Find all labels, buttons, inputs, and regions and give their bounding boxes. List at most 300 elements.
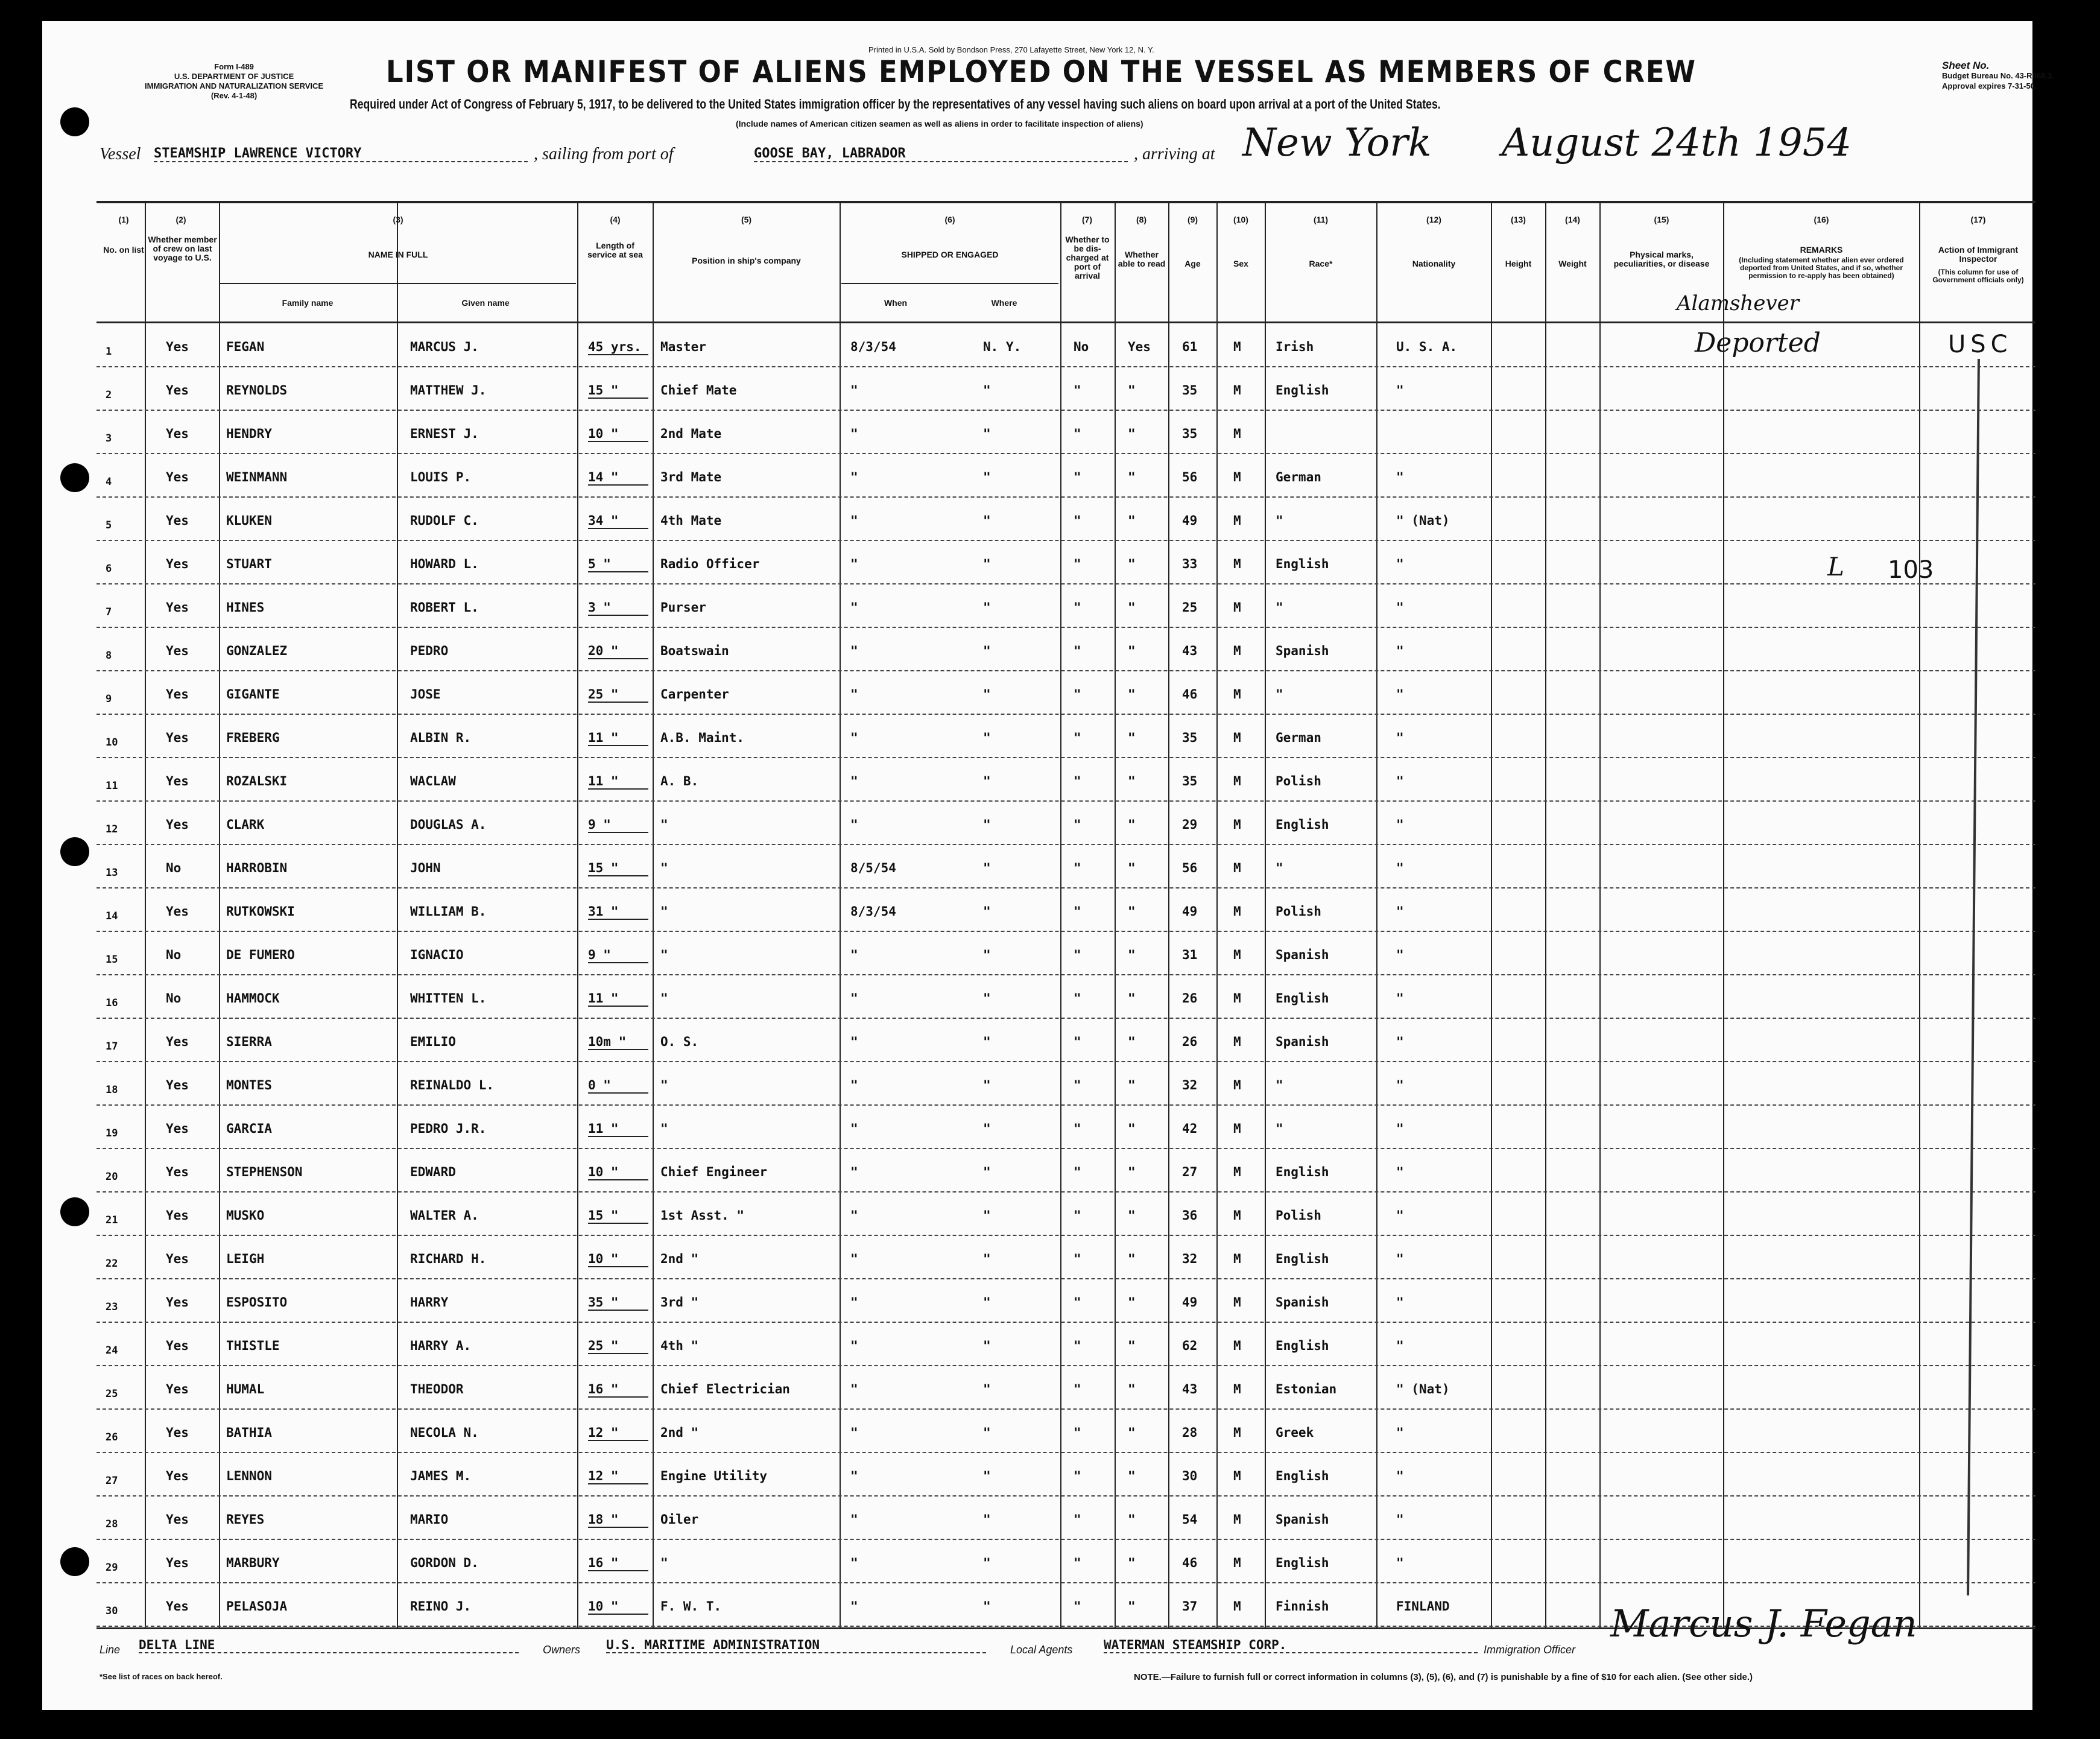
position-cell: 3rd "	[660, 1295, 699, 1310]
row-number-cell: 17	[106, 1041, 118, 1053]
shipped-where-cell: "	[983, 1252, 991, 1266]
shipped-where-cell: "	[983, 1121, 991, 1136]
discharged-cell: "	[1074, 513, 1081, 528]
row-number-cell: 15	[106, 954, 118, 966]
given-name-cell: HARRY A.	[410, 1338, 472, 1353]
age-cell: 35	[1182, 426, 1198, 441]
position-cell: F. W. T.	[660, 1599, 722, 1614]
family-name-cell: HAMMOCK	[226, 991, 280, 1006]
position-cell: "	[660, 948, 668, 962]
shipped-when-cell: "	[850, 1252, 858, 1266]
shipped-when-cell: "	[850, 1121, 858, 1136]
age-cell: 36	[1182, 1208, 1198, 1223]
service-length-cell: 20 "	[588, 644, 648, 659]
last-voyage-cell: Yes	[166, 1512, 189, 1527]
given-name-cell: MARIO	[410, 1512, 449, 1527]
sex-cell: M	[1233, 1252, 1241, 1266]
row-rule	[96, 1061, 2035, 1062]
able-to-read-cell: "	[1128, 383, 1136, 398]
form-info	[145, 62, 323, 101]
remarks-deported: Deported	[1695, 328, 1821, 358]
family-name-cell: STEPHENSON	[226, 1165, 303, 1179]
age-cell: 56	[1182, 861, 1198, 875]
able-to-read-cell: "	[1128, 1208, 1136, 1223]
row-number-cell: 7	[106, 606, 112, 618]
row-rule	[96, 540, 2035, 541]
row-number-cell: 30	[106, 1605, 118, 1617]
shipped-where-cell: "	[983, 1295, 991, 1310]
column-divider	[653, 202, 654, 1629]
row-rule	[96, 714, 2035, 715]
shipped-when-cell: "	[850, 774, 858, 788]
row-rule	[96, 1278, 2035, 1279]
position-cell: Carpenter	[660, 687, 729, 702]
position-cell: Purser	[660, 600, 706, 615]
port-of-departure: GOOSE BAY, LABRADOR	[754, 146, 1128, 162]
able-to-read-cell: "	[1128, 1165, 1136, 1179]
fine-note: NOTE.—Failure to furnish full or correct information in columns (3), (5), (6), and (7) is punishable by a fine of $10 for each alien. (See other side.)	[1134, 1672, 1753, 1682]
row-rule	[96, 1104, 2035, 1106]
age-cell: 49	[1182, 513, 1198, 528]
family-name-cell: MARBURY	[226, 1556, 280, 1570]
column-divider	[1376, 202, 1377, 1629]
shipped-where-cell: "	[983, 948, 991, 962]
sex-cell: M	[1233, 1469, 1241, 1483]
last-voyage-cell: Yes	[166, 1208, 189, 1223]
age-cell: 28	[1182, 1425, 1198, 1440]
sex-cell: M	[1233, 1338, 1241, 1353]
family-name-cell: GARCIA	[226, 1121, 272, 1136]
position-cell: "	[660, 904, 668, 919]
sex-cell: M	[1233, 687, 1241, 702]
discharged-cell: "	[1074, 383, 1081, 398]
col4-number: (4)	[610, 215, 621, 224]
shipped-where-cell: "	[983, 557, 991, 571]
row-rule	[96, 1365, 2035, 1366]
nationality-cell: "	[1396, 644, 1404, 658]
last-voyage-cell: No	[166, 948, 182, 962]
position-cell: "	[660, 1078, 668, 1092]
row-rule	[96, 1235, 2035, 1236]
name-subheader-line	[220, 283, 576, 284]
column-divider	[397, 202, 398, 1629]
nationality-cell: "	[1396, 1469, 1404, 1483]
col17-subheader: (This column for use of Government officials only)	[1932, 268, 2024, 284]
shipped-where-cell: "	[983, 470, 991, 484]
given-name-cell: RICHARD H.	[410, 1252, 487, 1266]
row-rule	[96, 974, 2035, 975]
age-cell: 49	[1182, 1295, 1198, 1310]
sex-cell: M	[1233, 1425, 1241, 1440]
discharged-cell: "	[1074, 1295, 1081, 1310]
family-name-cell: FEGAN	[226, 340, 265, 354]
shipped-where-cell: "	[983, 426, 991, 441]
discharged-cell: "	[1074, 1165, 1081, 1179]
shipped-where-cell: "	[983, 644, 991, 658]
given-name-cell: EMILIO	[410, 1034, 456, 1049]
able-to-read-cell: "	[1128, 1556, 1136, 1570]
col7-header: Whether to be dis-charged at port of arrival	[1065, 235, 1110, 280]
position-cell: "	[660, 1121, 668, 1136]
shipped-when-cell: "	[850, 470, 858, 484]
col12-number: (12)	[1426, 215, 1441, 224]
shipped-when-cell: "	[850, 1382, 858, 1396]
nationality-cell: "	[1396, 948, 1404, 962]
column-divider	[1060, 202, 1061, 1629]
age-cell: 29	[1182, 817, 1198, 832]
family-name-cell: BATHIA	[226, 1425, 272, 1440]
row-number-cell: 10	[106, 736, 118, 749]
race-cell: "	[1276, 1121, 1283, 1136]
shipped-when-cell: "	[850, 991, 858, 1006]
sex-cell: M	[1233, 1034, 1241, 1049]
action-vertical-stroke	[1967, 359, 1980, 1595]
last-voyage-cell: Yes	[166, 470, 189, 484]
service-length-cell: 25 "	[588, 1338, 648, 1354]
position-cell: A. B.	[660, 774, 699, 788]
shipped-when-cell: "	[850, 1599, 858, 1614]
able-to-read-cell: "	[1128, 774, 1136, 788]
service-length-cell: 45 yrs.	[588, 340, 648, 355]
service-length-cell: 0 "	[588, 1078, 648, 1094]
discharged-cell: "	[1074, 1338, 1081, 1353]
position-cell: Boatswain	[660, 644, 729, 658]
given-name-cell: REINO J.	[410, 1599, 472, 1614]
shipped-where-cell: "	[983, 817, 991, 832]
discharged-cell: "	[1074, 1512, 1081, 1527]
col8-number: (8)	[1136, 215, 1147, 224]
column-divider	[145, 202, 146, 1629]
able-to-read-cell: "	[1128, 1512, 1136, 1527]
vessel-label: Vessel	[100, 145, 141, 163]
given-name-cell: GORDON D.	[410, 1556, 479, 1570]
nationality-cell: "	[1396, 1034, 1404, 1049]
row-number-cell: 23	[106, 1301, 118, 1313]
age-cell: 54	[1182, 1512, 1198, 1527]
given-name-cell: WILLIAM B.	[410, 904, 487, 919]
last-voyage-cell: Yes	[166, 1165, 189, 1179]
vessel-name: STEAMSHIP LAWRENCE VICTORY	[154, 146, 528, 162]
binder-hole	[60, 1547, 89, 1576]
last-voyage-cell: Yes	[166, 644, 189, 658]
given-name-cell: JOHN	[410, 861, 441, 875]
shipped-when-cell: 8/5/54	[850, 861, 896, 875]
col11-number: (11)	[1313, 215, 1329, 224]
shipped-when-cell: "	[850, 426, 858, 441]
arriving-label: , arriving at	[1134, 145, 1215, 163]
age-cell: 26	[1182, 1034, 1198, 1049]
family-name-cell: GIGANTE	[226, 687, 280, 702]
col10-header: Sex	[1233, 259, 1248, 268]
last-voyage-cell: Yes	[166, 1425, 189, 1440]
race-cell: Polish	[1276, 774, 1321, 788]
manifest-sheet	[42, 21, 2054, 1710]
service-length-cell: 10m "	[588, 1034, 648, 1050]
col17-number: (17)	[1970, 215, 1986, 224]
given-name-cell: NECOLA N.	[410, 1425, 479, 1440]
col13-header: Height	[1505, 259, 1532, 268]
service-length-cell: 12 "	[588, 1425, 648, 1441]
age-cell: 49	[1182, 904, 1198, 919]
row-number-cell: 27	[106, 1475, 118, 1487]
shipped-where-cell: "	[983, 1165, 991, 1179]
col3-number: (3)	[393, 215, 403, 224]
shipped-where-cell: "	[983, 1425, 991, 1440]
family-name-cell: MUSKO	[226, 1208, 265, 1223]
nationality-cell: "	[1396, 730, 1404, 745]
given-name-cell: HARRY	[410, 1295, 449, 1310]
row-rule	[96, 1322, 2035, 1323]
service-length-cell: 5 "	[588, 557, 648, 572]
sex-cell: M	[1233, 340, 1241, 354]
position-cell: 2nd Mate	[660, 426, 722, 441]
last-voyage-cell: Yes	[166, 774, 189, 788]
sex-cell: M	[1233, 644, 1241, 658]
col12-header: Nationality	[1412, 259, 1456, 268]
shipped-when-cell: "	[850, 1165, 858, 1179]
sex-cell: M	[1233, 1382, 1241, 1396]
service-length-cell: 11 "	[588, 730, 648, 746]
officer-signature: Marcus J. Fegan	[1610, 1601, 1917, 1646]
service-length-cell: 15 "	[588, 861, 648, 876]
include-note: (Include names of American citizen seamen as well as aliens in order to facilitate inspection of aliens)	[736, 119, 1143, 128]
able-to-read-cell: "	[1128, 991, 1136, 1006]
service-length-cell: 35 "	[588, 1295, 648, 1311]
last-voyage-cell: No	[166, 991, 182, 1006]
race-cell: English	[1276, 1556, 1329, 1570]
discharged-cell: "	[1074, 426, 1081, 441]
age-cell: 25	[1182, 600, 1198, 615]
discharged-cell: "	[1074, 687, 1081, 702]
column-divider	[1723, 202, 1724, 1629]
age-cell: 46	[1182, 1556, 1198, 1570]
sailing-label: , sailing from port of	[534, 145, 674, 163]
race-cell: English	[1276, 1252, 1329, 1266]
row-rule	[96, 670, 2035, 671]
race-cell: "	[1276, 513, 1283, 528]
discharged-cell: "	[1074, 470, 1081, 484]
service-length-cell: 12 "	[588, 1469, 648, 1484]
last-voyage-cell: Yes	[166, 1599, 189, 1614]
position-cell: 1st Asst. "	[660, 1208, 745, 1223]
age-cell: 32	[1182, 1252, 1198, 1266]
col5-header: Position in ship's company	[692, 256, 801, 265]
family-name-cell: THISTLE	[226, 1338, 280, 1353]
given-name-cell: JOSE	[410, 687, 441, 702]
service-length-cell: 25 "	[588, 687, 648, 703]
discharged-cell: "	[1074, 1034, 1081, 1049]
race-cell: Spanish	[1276, 948, 1329, 962]
binder-hole	[60, 463, 89, 492]
nationality-cell: "	[1396, 1556, 1404, 1570]
nationality-cell: "	[1396, 1208, 1404, 1223]
family-name-cell: GONZALEZ	[226, 644, 288, 658]
arrival-port: New York	[1242, 121, 1432, 165]
sex-cell: M	[1233, 470, 1241, 484]
able-to-read-cell: "	[1128, 1252, 1136, 1266]
table-top-border	[96, 201, 2035, 203]
shipped-when-cell: "	[850, 644, 858, 658]
family-name-cell: FREBERG	[226, 730, 280, 745]
race-cell: Spanish	[1276, 1034, 1329, 1049]
age-cell: 62	[1182, 1338, 1198, 1353]
position-cell: 4th Mate	[660, 513, 722, 528]
sex-cell: M	[1233, 991, 1241, 1006]
column-divider	[1265, 202, 1266, 1629]
nationality-cell: "	[1396, 383, 1404, 398]
row-rule	[96, 1539, 2035, 1540]
line-name: DELTA LINE	[139, 1638, 519, 1653]
shipped-where-cell: "	[983, 1599, 991, 1614]
column-divider	[1216, 202, 1218, 1629]
col9-header: Age	[1184, 259, 1201, 268]
agents-label: Local Agents	[1010, 1644, 1073, 1656]
shipped-where-cell: "	[983, 904, 991, 919]
row-rule	[96, 757, 2035, 758]
sheet-info	[1942, 60, 2054, 91]
race-cell: English	[1276, 383, 1329, 398]
shipped-when-cell: "	[850, 1078, 858, 1092]
position-cell: Engine Utility	[660, 1469, 768, 1483]
discharged-cell: "	[1074, 1469, 1081, 1483]
given-name-cell: DOUGLAS A.	[410, 817, 487, 832]
last-voyage-cell: Yes	[166, 513, 189, 528]
family-name-cell: HENDRY	[226, 426, 272, 441]
nationality-cell: "	[1396, 904, 1404, 919]
row-rule	[96, 1452, 2035, 1453]
row-number-cell: 25	[106, 1388, 118, 1400]
shipped-when-cell: 8/3/54	[850, 340, 896, 354]
given-name-cell: EDWARD	[410, 1165, 456, 1179]
shipped-when-cell: "	[850, 1208, 858, 1223]
requirement-text: Required under Act of Congress of February 5, 1917, to be delivered to the United States immigration officer by the representatives of any vessel having such aliens on board upon arrival at a port of the United States.	[350, 97, 1441, 112]
able-to-read-cell: "	[1128, 426, 1136, 441]
nationality-cell: "	[1396, 1425, 1404, 1440]
row-rule	[96, 931, 2035, 932]
discharged-cell: "	[1074, 557, 1081, 571]
agents-name: WATERMAN STEAMSHIP CORP.	[1104, 1638, 1478, 1653]
age-cell: 56	[1182, 470, 1198, 484]
able-to-read-cell: "	[1128, 730, 1136, 745]
shipped-when-cell: "	[850, 1469, 858, 1483]
service-length-cell: 11 "	[588, 1121, 648, 1137]
race-cell: English	[1276, 991, 1329, 1006]
col2-number: (2)	[176, 215, 186, 224]
given-name-cell: WALTER A.	[410, 1208, 479, 1223]
arrival-date: August 24th 1954	[1502, 121, 1852, 165]
row-rule	[96, 1148, 2035, 1149]
race-cell: "	[1276, 1078, 1283, 1092]
col10-number: (10)	[1233, 215, 1248, 224]
row-number-cell: 13	[106, 867, 118, 879]
discharged-cell: "	[1074, 1208, 1081, 1223]
row-number-cell: 1	[106, 346, 112, 358]
shipped-when-cell: 8/3/54	[850, 904, 896, 919]
nationality-cell: "	[1396, 1338, 1404, 1353]
able-to-read-cell: "	[1128, 1034, 1136, 1049]
row-number-cell: 3	[106, 432, 112, 445]
given-name-cell: JAMES M.	[410, 1469, 472, 1483]
age-cell: 27	[1182, 1165, 1198, 1179]
sex-cell: M	[1233, 904, 1241, 919]
service-length-cell: 10 "	[588, 1599, 648, 1615]
position-cell: 3rd Mate	[660, 470, 722, 484]
shipped-where-cell: "	[983, 730, 991, 745]
nationality-cell: "	[1396, 687, 1404, 702]
row-number-cell: 21	[106, 1214, 118, 1226]
row-number-cell: 2	[106, 389, 112, 401]
shipped-where-cell: "	[983, 687, 991, 702]
shipped-where-cell: "	[983, 1078, 991, 1092]
sex-cell: M	[1233, 1078, 1241, 1092]
row-number-cell: 22	[106, 1258, 118, 1270]
given-name-cell: MARCUS J.	[410, 340, 479, 354]
col2-header: Whether member of crew on last voyage to U.S.	[148, 235, 217, 262]
family-name-cell: REYES	[226, 1512, 265, 1527]
header-bottom-border	[96, 322, 2035, 323]
col1-number: (1)	[118, 215, 129, 224]
remarks-heading-handwriting: Alamshever	[1677, 291, 1799, 315]
able-to-read-cell: "	[1128, 1469, 1136, 1483]
shipped-when-cell: "	[850, 1556, 858, 1570]
service-length-cell: 11 "	[588, 774, 648, 790]
sex-cell: M	[1233, 817, 1241, 832]
discharged-cell: "	[1074, 861, 1081, 875]
discharged-cell: "	[1074, 644, 1081, 658]
owners-name: U.S. MARITIME ADMINISTRATION	[606, 1638, 986, 1653]
column-divider	[219, 202, 220, 1629]
discharged-cell: "	[1074, 1425, 1081, 1440]
shipped-when-cell: "	[850, 730, 858, 745]
able-to-read-cell: "	[1128, 817, 1136, 832]
owners-label: Owners	[543, 1644, 581, 1656]
family-name-cell: MONTES	[226, 1078, 272, 1092]
given-name-cell: ERNEST J.	[410, 426, 479, 441]
discharged-cell: "	[1074, 774, 1081, 788]
column-divider	[577, 202, 578, 1629]
service-length-cell: 3 "	[588, 600, 648, 616]
col15-number: (15)	[1654, 215, 1669, 224]
col8-header: Whether able to read	[1118, 250, 1166, 268]
able-to-read-cell: "	[1128, 861, 1136, 875]
race-note: *See list of races on back hereof.	[100, 1672, 223, 1681]
col9-number: (9)	[1187, 215, 1198, 224]
col14-header: Weight	[1558, 259, 1587, 268]
family-name-cell: HINES	[226, 600, 265, 615]
shipped-where-cell: "	[983, 1338, 991, 1353]
age-cell: 31	[1182, 948, 1198, 962]
race-cell: Irish	[1276, 340, 1314, 354]
shipped-when-cell: "	[850, 948, 858, 962]
last-voyage-cell: Yes	[166, 426, 189, 441]
row-number-cell: 5	[106, 519, 112, 531]
age-cell: 43	[1182, 1382, 1198, 1396]
binder-hole	[60, 837, 89, 866]
nationality-cell: "	[1396, 861, 1404, 875]
last-voyage-cell: Yes	[166, 904, 189, 919]
department: U.S. DEPARTMENT OF JUSTICE	[174, 72, 294, 81]
able-to-read-cell: "	[1128, 1338, 1136, 1353]
action-usc: USC	[1948, 331, 2013, 358]
nationality-cell: " (Nat)	[1396, 1382, 1450, 1396]
race-cell: Spanish	[1276, 644, 1329, 658]
discharged-cell: No	[1074, 340, 1089, 354]
position-cell: 4th "	[660, 1338, 699, 1353]
discharged-cell: "	[1074, 904, 1081, 919]
row-number-cell: 19	[106, 1127, 118, 1139]
shipped-where-cell: "	[983, 1208, 991, 1223]
line-label: Line	[100, 1644, 121, 1656]
